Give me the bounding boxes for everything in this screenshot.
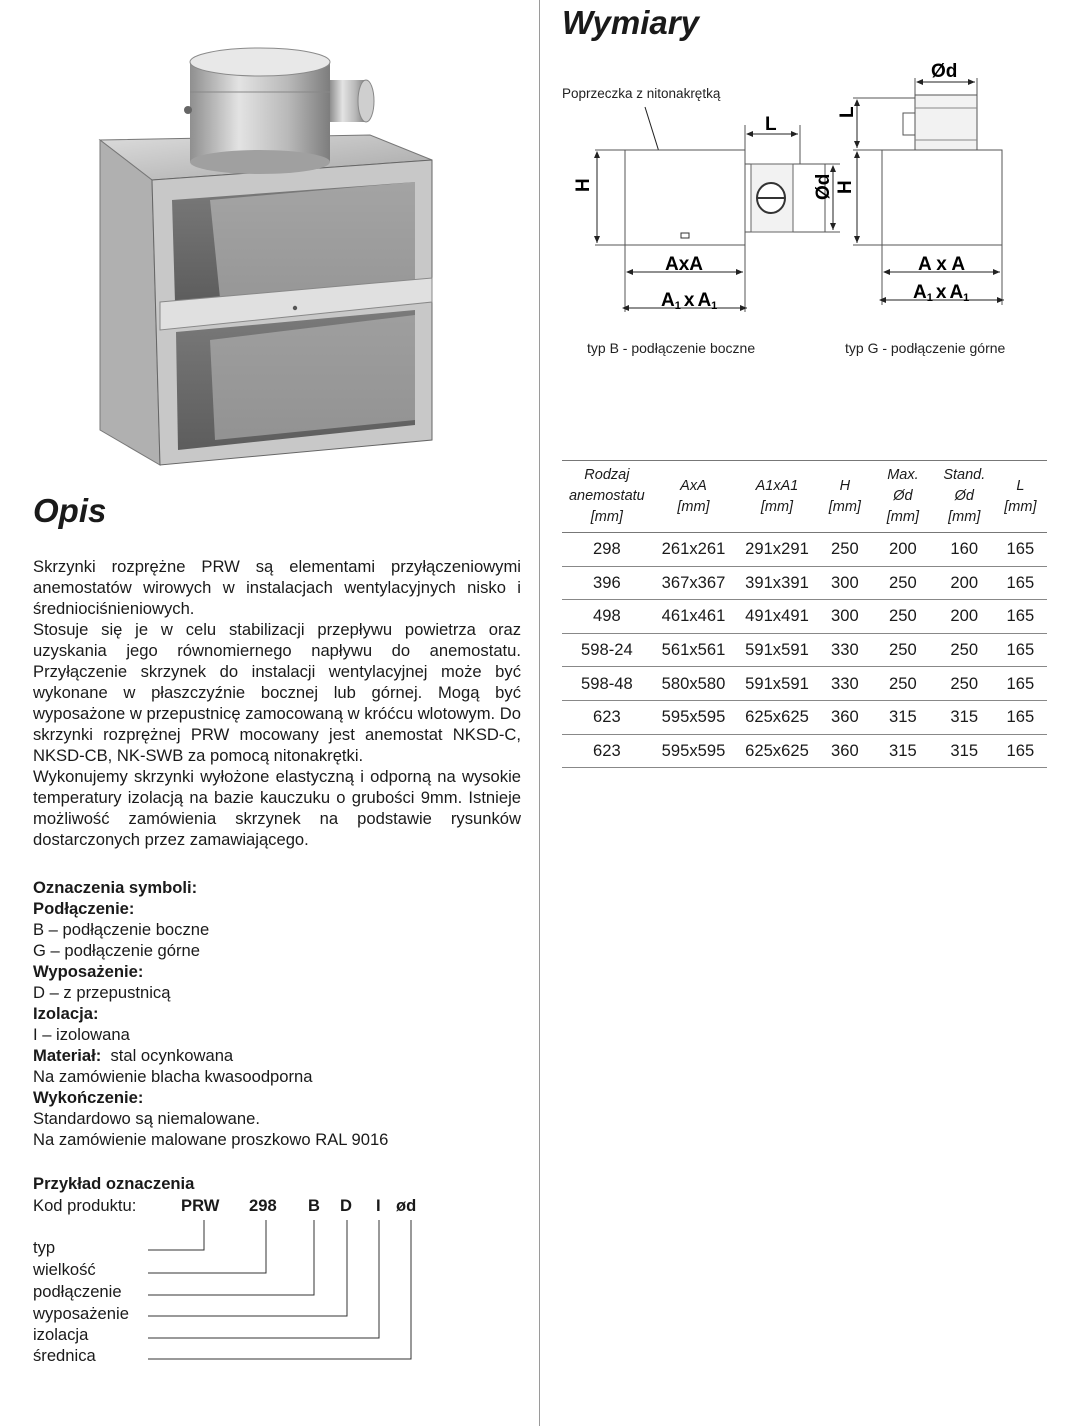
material-heading: Materiał:	[33, 1046, 102, 1065]
table-row	[562, 734, 1047, 768]
table-cell: 330	[819, 633, 871, 667]
code-size: 298	[249, 1196, 277, 1215]
description-text	[33, 556, 521, 850]
table-cell: 250	[871, 667, 935, 701]
table-cell: 250	[819, 533, 871, 567]
col-header-type	[562, 461, 652, 533]
table-cell: 165	[994, 633, 1047, 667]
code-insulation: I	[376, 1196, 381, 1215]
example-heading: Przykład oznaczenia	[33, 1174, 195, 1193]
table-row	[562, 600, 1047, 634]
table-header-row	[562, 461, 1047, 533]
table-cell: 367x367	[652, 566, 735, 600]
connection-g: G – podłączenie górne	[33, 941, 200, 960]
designation-leader-lines	[33, 1174, 533, 1374]
table-row	[562, 533, 1047, 567]
equipment-d: D – z przepustnicą	[33, 983, 171, 1002]
dim-h: H	[573, 178, 594, 192]
label-podlaczenie: podłączenie	[33, 1282, 122, 1301]
header-line: A1xA1	[755, 477, 799, 494]
table-cell: 561x561	[652, 633, 735, 667]
symbols-legend	[33, 877, 523, 1150]
code-diameter: ød	[396, 1196, 417, 1215]
header-line: [mm]	[590, 509, 623, 525]
col-header-stand-d	[935, 461, 994, 533]
header-line: [mm]	[948, 509, 981, 525]
table-cell: 160	[935, 533, 994, 567]
table-cell: 625x625	[735, 734, 818, 768]
col-header-l	[994, 461, 1047, 533]
table-cell: 300	[819, 600, 871, 634]
header-line: [mm]	[1004, 498, 1037, 515]
table-cell: 200	[871, 533, 935, 567]
label-izolacja: izolacja	[33, 1325, 89, 1344]
dim-h: H	[835, 180, 856, 194]
header-line: H	[839, 477, 851, 494]
material-value: stal ocynkowana	[110, 1046, 234, 1065]
dim-a1-sub: 1	[711, 300, 718, 312]
crossbar-label: Poprzeczka z nitonakrętką	[562, 86, 721, 101]
dimensions-table	[562, 460, 1047, 768]
dim-a1-letter: A	[697, 290, 712, 311]
table-cell: 330	[819, 667, 871, 701]
table-cell: 250	[935, 667, 994, 701]
description-paragraph: Wykonujemy skrzynki wyłożone elastyczną i odporną na wysokie temperatury izolacją na bazie kauczuku o grubości 9mm. Istnieje możliwość zamówienia skrzynek na podstawie rysunków dostarczonych przez zamawiającego.	[33, 767, 521, 849]
equipment-heading: Wyposażenie:	[33, 962, 144, 981]
dim-a1-letter: A	[661, 290, 675, 311]
header-line: L	[1016, 477, 1025, 494]
table-cell: 491x491	[735, 600, 818, 634]
col-header-max-d	[871, 461, 935, 533]
finish-order: Na zamówienie malowane proszkowo RAL 9016	[33, 1130, 389, 1149]
col-header-axa	[652, 461, 735, 533]
table-cell: 598-24	[562, 633, 652, 667]
header-line: Stand.	[943, 467, 986, 483]
dim-a1-letter: A	[949, 282, 964, 303]
caption-type-g: typ G - podłączenie górne	[845, 340, 1006, 356]
table-row	[562, 566, 1047, 600]
dim-l: L	[837, 106, 858, 118]
dim-a1-sub: 1	[963, 292, 970, 304]
dim-x: x	[683, 290, 695, 311]
code-connection: B	[308, 1196, 320, 1215]
table-cell: 165	[994, 600, 1047, 634]
table-cell: 391x391	[735, 566, 818, 600]
connection-heading: Podłączenie:	[33, 899, 135, 918]
table-cell: 250	[935, 633, 994, 667]
table-cell: 315	[871, 734, 935, 768]
caption-type-b: typ B - podłączenie boczne	[587, 340, 756, 356]
table-cell: 315	[935, 700, 994, 734]
table-cell: 200	[935, 600, 994, 634]
table-cell: 165	[994, 734, 1047, 768]
table-cell: 623	[562, 734, 652, 768]
header-line: anemostatu	[568, 488, 645, 504]
table-cell: 595x595	[652, 734, 735, 768]
table-cell: 360	[819, 734, 871, 768]
table-cell: 591x591	[735, 667, 818, 701]
table-cell: 291x291	[735, 533, 818, 567]
header-line: AxA	[680, 477, 707, 494]
dim-x: x	[935, 282, 947, 303]
label-typ: typ	[33, 1238, 56, 1257]
table-cell: 261x261	[652, 533, 735, 567]
table-cell: 595x595	[652, 700, 735, 734]
product-photo	[80, 40, 480, 480]
description-paragraph: Stosuje się je w celu stabilizacji przepływu powietrza oraz uzyskania jego równomiernego napływu do anemostatu. Przyłączenie skrzynek do instalacji wentylacyjnej może być wykonane w płaszczyźnie bocznej lub górnej. Mogą być wyposażone w przepustnicę zamocowaną w króćcu wlotowym. Do skrzynki rozprężnej PRW mocowany jest anemostat NKSD-C, NKSD-CB, NK-SWB za pomocą nitonakrętki.	[33, 620, 521, 765]
table-cell: 250	[871, 566, 935, 600]
table-cell: 623	[562, 700, 652, 734]
header-line: Ød	[893, 488, 913, 504]
section-title-wymiary: Wymiary	[562, 4, 699, 41]
dim-a1-sub: 1	[926, 292, 933, 304]
header-line: [mm]	[760, 498, 794, 515]
header-line: [mm]	[886, 509, 919, 525]
finish-standard: Standardowo są niemalowane.	[33, 1109, 260, 1128]
section-title-opis: Opis	[33, 492, 107, 529]
table-row	[562, 700, 1047, 734]
dim-d: Ød	[931, 61, 958, 82]
col-header-h	[819, 461, 871, 533]
dim-a1-sub: 1	[674, 300, 681, 312]
finish-heading: Wykończenie:	[33, 1088, 144, 1107]
table-row	[562, 667, 1047, 701]
type-g-drawing	[835, 61, 1006, 356]
table-cell: 591x591	[735, 633, 818, 667]
code-equipment: D	[340, 1196, 352, 1215]
table-cell: 165	[994, 533, 1047, 567]
label-wyposazenie: wyposażenie	[33, 1304, 129, 1323]
table-cell: 300	[819, 566, 871, 600]
dimension-drawings	[555, 50, 1065, 370]
header-line: Ød	[954, 488, 974, 504]
table-cell: 200	[935, 566, 994, 600]
table-cell: 461x461	[652, 600, 735, 634]
table-cell: 315	[935, 734, 994, 768]
code-label: Kod produktu:	[33, 1196, 137, 1215]
table-row	[562, 633, 1047, 667]
table-cell: 598-48	[562, 667, 652, 701]
dim-a1	[661, 290, 717, 312]
designation-example	[33, 1174, 533, 1374]
dim-d: Ød	[813, 173, 834, 200]
material-order: Na zamówienie blacha kwasoodporna	[33, 1067, 313, 1086]
table-cell: 625x625	[735, 700, 818, 734]
table-cell: 250	[871, 600, 935, 634]
dim-axa: AxA	[665, 254, 704, 275]
table-cell: 250	[871, 633, 935, 667]
table-cell: 298	[562, 533, 652, 567]
table-cell: 165	[994, 566, 1047, 600]
dim-a1	[913, 282, 969, 304]
table-cell: 315	[871, 700, 935, 734]
table-body	[562, 533, 1047, 768]
description-paragraph: Skrzynki rozprężne PRW są elementami przyłączeniowymi anemostatów wirowych w instalacjach wentylacyjnych nisko i średniociśnieniowych.	[33, 557, 521, 618]
header-line: Max.	[887, 467, 919, 483]
label-wielkosc: wielkość	[33, 1260, 96, 1279]
code-prw: PRW	[181, 1196, 220, 1215]
header-line: Rodzaj	[584, 467, 630, 483]
table-cell: 360	[819, 700, 871, 734]
material-row	[33, 1045, 523, 1066]
header-line: [mm]	[677, 498, 710, 515]
symbols-heading: Oznaczenia symboli:	[33, 878, 198, 897]
insulation-i: I – izolowana	[33, 1025, 130, 1044]
dim-a1-letter: A	[913, 282, 927, 303]
header-line: [mm]	[828, 498, 861, 515]
insulation-heading: Izolacja:	[33, 1004, 99, 1023]
dim-axa: A x A	[918, 254, 966, 275]
col-header-a1xa1	[735, 461, 818, 533]
table-cell: 396	[562, 566, 652, 600]
table-cell: 165	[994, 667, 1047, 701]
column-divider	[539, 0, 540, 1426]
type-b-drawing	[573, 114, 840, 356]
label-srednica: średnica	[33, 1346, 96, 1365]
connection-b: B – podłączenie boczne	[33, 920, 210, 939]
table-cell: 165	[994, 700, 1047, 734]
table-cell: 580x580	[652, 667, 735, 701]
dim-l: L	[765, 114, 777, 135]
table-cell: 498	[562, 600, 652, 634]
